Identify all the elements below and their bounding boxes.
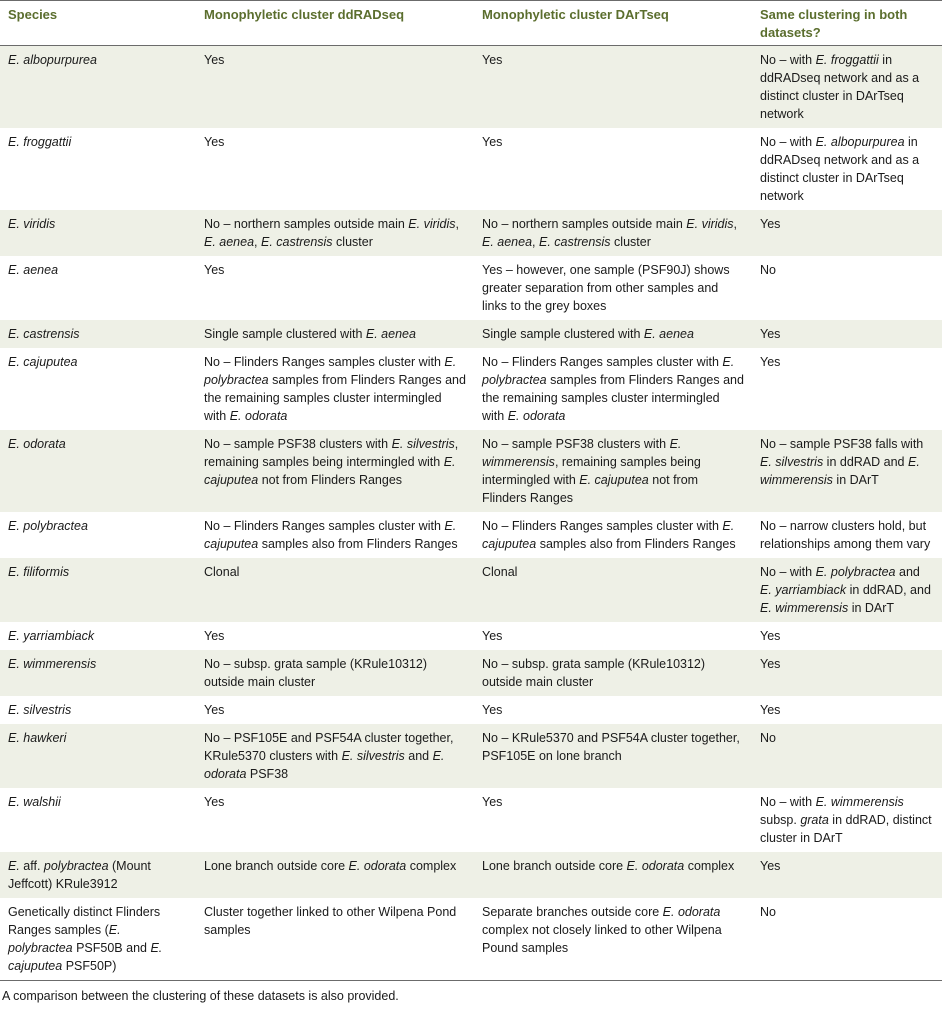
ddradseq-cell [196, 898, 474, 981]
species-cell [0, 650, 196, 696]
cell-text: in ddRAD, distinct cluster in DArT [760, 813, 932, 845]
cell-text: No – narrow clusters hold, but relationships among them vary [760, 519, 931, 551]
italic-text: E. odorata [204, 749, 445, 781]
table-row [0, 256, 942, 320]
italic-text: E. wimmerensis [760, 455, 920, 487]
header-ddradseq: Monophyletic cluster ddRADseq [204, 7, 405, 22]
dartseq-cell [474, 622, 752, 650]
cell-text: Yes [482, 629, 503, 643]
ddradseq-cell [196, 650, 474, 696]
cell-text: Yes [204, 53, 225, 67]
italic-text: E. odorata [507, 409, 566, 423]
cell-text: in ddRADseq network and as a distinct cluster in DArTseq network [760, 53, 920, 121]
italic-text: E. polybractea [8, 519, 88, 533]
cell-text: Lone branch outside core [204, 859, 349, 873]
cell-text: Yes [204, 795, 225, 809]
cell-text: No – PSF105E and PSF54A cluster together, KRule5370 clusters with [204, 731, 454, 763]
cell-text: aff. [19, 859, 44, 873]
italic-text: E. odorata [662, 905, 721, 919]
dartseq-cell [474, 256, 752, 320]
ddradseq-cell [196, 852, 474, 898]
species-cell [0, 512, 196, 558]
italic-text: E. wimmerensis [815, 795, 904, 809]
cell-text: , [254, 235, 261, 249]
cell-text: No – with [760, 53, 816, 67]
cell-text: in DArT [848, 601, 895, 615]
cell-text: No [760, 905, 776, 919]
table-row [0, 650, 942, 696]
cell-text: complex not closely linked to other Wilpena Pound samples [482, 923, 722, 955]
table-row [0, 558, 942, 622]
italic-text: E. walshii [8, 795, 61, 809]
ddradseq-cell [196, 210, 474, 256]
ddradseq-cell [196, 128, 474, 210]
dartseq-cell [474, 852, 752, 898]
cell-text: in ddRADseq network and as a distinct cluster in DArTseq network [760, 135, 920, 203]
cell-text: samples also from Flinders Ranges [536, 537, 736, 551]
cell-text: Genetically distinct Flinders Ranges samples ( [8, 905, 161, 937]
cell-text: Yes [760, 859, 781, 873]
italic-text: grata [800, 813, 829, 827]
ddradseq-cell [196, 696, 474, 724]
dartseq-cell [474, 348, 752, 430]
cell-text: not from Flinders Ranges [258, 473, 403, 487]
cell-text: No – sample PSF38 clusters with [482, 437, 670, 451]
cell-text: No – with [760, 795, 816, 809]
italic-text: E. cajuputea [204, 455, 456, 487]
cell-text: , remaining samples being intermingled with [204, 437, 459, 469]
table-row [0, 430, 942, 512]
cell-text: samples from Flinders Ranges and the remaining samples cluster intermingled with [482, 373, 744, 423]
cell-text: Single sample clustered with [482, 327, 644, 341]
cell-text: Yes [204, 263, 225, 277]
dartseq-cell [474, 320, 752, 348]
table-caption: A comparison between the clustering of these datasets is also provided. [2, 989, 399, 1003]
species-cell [0, 852, 196, 898]
italic-text: E. [8, 859, 20, 873]
cell-text: , remaining samples being intermingled with [482, 455, 701, 487]
italic-text: E. silvestris [8, 703, 72, 717]
table-row [0, 898, 942, 981]
cell-text: and [895, 565, 920, 579]
italic-text: E. castrensis [261, 235, 333, 249]
dartseq-cell [474, 898, 752, 981]
table-row [0, 512, 942, 558]
dartseq-cell [474, 788, 752, 852]
header-species: Species [8, 7, 58, 22]
italic-text: E. polybractea [815, 565, 896, 579]
italic-text: E. aenea [8, 263, 59, 277]
cell-text: subsp. [760, 813, 801, 827]
cell-text: No – subsp. grata sample (KRule10312) outside main cluster [204, 657, 428, 689]
ddradseq-cell [196, 724, 474, 788]
cell-text: Yes [204, 629, 225, 643]
table-row [0, 210, 942, 256]
dartseq-cell [474, 724, 752, 788]
ddradseq-cell [196, 512, 474, 558]
same-clustering-cell [752, 256, 942, 320]
italic-text: E. castrensis [8, 327, 80, 341]
header-dartseq: Monophyletic cluster DArTseq [482, 7, 669, 22]
ddradseq-cell [196, 558, 474, 622]
cell-text: Yes [760, 355, 781, 369]
italic-text: E. albopurpurea [8, 53, 97, 67]
same-clustering-cell [752, 724, 942, 788]
species-cell [0, 256, 196, 320]
dartseq-cell [474, 696, 752, 724]
table-row [0, 724, 942, 788]
species-cell [0, 724, 196, 788]
dartseq-cell [474, 512, 752, 558]
ddradseq-cell [196, 430, 474, 512]
header-same-clustering: Same clustering in both datasets? [760, 7, 908, 40]
same-clustering-cell [752, 128, 942, 210]
cell-text: No – Flinders Ranges samples cluster with [482, 355, 723, 369]
same-clustering-cell [752, 558, 942, 622]
dartseq-cell [474, 128, 752, 210]
italic-text: E. cajuputea [8, 941, 163, 973]
cell-text: Clonal [204, 565, 240, 579]
dartseq-cell [474, 430, 752, 512]
same-clustering-cell [752, 852, 942, 898]
cell-text: Yes [482, 135, 503, 149]
italic-text: E. viridis [408, 217, 456, 231]
italic-text: E. polybractea [8, 923, 121, 955]
species-cell [0, 898, 196, 981]
header-row [0, 1, 942, 46]
table-row [0, 622, 942, 650]
table-row [0, 128, 942, 210]
cell-text: No [760, 263, 776, 277]
cell-text: No – northern samples outside main [482, 217, 687, 231]
italic-text: E. odorata [626, 859, 685, 873]
same-clustering-cell [752, 210, 942, 256]
italic-text: polybractea [43, 859, 109, 873]
italic-text: E. filiformis [8, 565, 70, 579]
cell-text: PSF50B and [72, 941, 151, 955]
cell-text: (Mount Jeffcott) KRule3912 [8, 859, 151, 891]
cell-text: , [455, 217, 459, 231]
cell-text: , [532, 235, 539, 249]
cell-text: Yes [760, 703, 781, 717]
italic-text: E. cajuputea [204, 519, 457, 551]
cell-text: and [404, 749, 433, 763]
same-clustering-cell [752, 430, 942, 512]
same-clustering-cell [752, 320, 942, 348]
cell-text: Clonal [482, 565, 518, 579]
italic-text: E. aenea [482, 235, 533, 249]
ddradseq-cell [196, 788, 474, 852]
same-clustering-cell [752, 696, 942, 724]
cell-text: No – sample PSF38 clusters with [204, 437, 392, 451]
italic-text: E. odorata [8, 437, 66, 451]
cell-text: No – subsp. grata sample (KRule10312) outside main cluster [482, 657, 706, 689]
cell-text: PSF50P) [62, 959, 117, 973]
species-cell [0, 210, 196, 256]
cell-text: in ddRAD and [823, 455, 908, 469]
italic-text: E. castrensis [539, 235, 611, 249]
italic-text: E. silvestris [391, 437, 455, 451]
ddradseq-cell [196, 622, 474, 650]
same-clustering-cell [752, 46, 942, 129]
cell-text: No – sample PSF38 falls with [760, 437, 924, 451]
table-row [0, 788, 942, 852]
cell-text: No – Flinders Ranges samples cluster with [482, 519, 723, 533]
cell-text: Yes [482, 795, 503, 809]
cell-text: Yes [204, 135, 225, 149]
italic-text: E. albopurpurea [815, 135, 905, 149]
cell-text: No – northern samples outside main [204, 217, 409, 231]
cell-text: Yes – however, one sample (PSF90J) shows greater separation from other samples and links to the grey boxes [482, 263, 730, 313]
table-row [0, 320, 942, 348]
table-header [0, 1, 942, 46]
italic-text: E. cajuputea [8, 355, 78, 369]
ddradseq-cell [196, 256, 474, 320]
italic-text: E. hawkeri [8, 731, 67, 745]
cell-text: No – with [760, 135, 816, 149]
italic-text: E. silvestris [341, 749, 405, 763]
species-cell [0, 320, 196, 348]
cell-text: No – Flinders Ranges samples cluster with [204, 355, 445, 369]
table-body [0, 46, 942, 981]
dartseq-cell [474, 210, 752, 256]
italic-text: E. cajuputea [579, 473, 649, 487]
table-row [0, 46, 942, 129]
cell-text: No – KRule5370 and PSF54A cluster together, PSF105E on lone branch [482, 731, 740, 763]
same-clustering-cell [752, 512, 942, 558]
cell-text: , [733, 217, 737, 231]
italic-text: E. froggattii [815, 53, 879, 67]
cell-text: Lone branch outside core [482, 859, 627, 873]
italic-text: E. odorata [348, 859, 407, 873]
species-cell [0, 558, 196, 622]
cell-text: Single sample clustered with [204, 327, 366, 341]
same-clustering-cell [752, 650, 942, 696]
species-cell [0, 46, 196, 129]
same-clustering-cell [752, 622, 942, 650]
species-cell [0, 128, 196, 210]
italic-text: E. yarriambiack [8, 629, 95, 643]
cell-text: Yes [204, 703, 225, 717]
species-cell [0, 788, 196, 852]
cell-text: not from Flinders Ranges [482, 473, 699, 505]
dartseq-cell [474, 650, 752, 696]
italic-text: E. aenea [365, 327, 416, 341]
species-cell [0, 622, 196, 650]
italic-text: E. aenea [204, 235, 255, 249]
cell-text: Yes [482, 53, 503, 67]
same-clustering-cell [752, 898, 942, 981]
table-row [0, 348, 942, 430]
cell-text: Yes [760, 217, 781, 231]
italic-text: E. cajuputea [482, 519, 735, 551]
same-clustering-cell [752, 348, 942, 430]
italic-text: E. aenea [643, 327, 694, 341]
table-row [0, 696, 942, 724]
cell-text: samples also from Flinders Ranges [258, 537, 458, 551]
dartseq-cell [474, 46, 752, 129]
cell-text: Separate branches outside core [482, 905, 663, 919]
italic-text: E. yarriambiack [760, 583, 847, 597]
species-cell [0, 348, 196, 430]
italic-text: E. odorata [229, 409, 288, 423]
same-clustering-cell [752, 788, 942, 852]
ddradseq-cell [196, 348, 474, 430]
cell-text: cluster [610, 235, 651, 249]
cell-text: No [760, 731, 776, 745]
cell-text: in ddRAD, and [846, 583, 931, 597]
italic-text: E. silvestris [760, 455, 824, 469]
cell-text: No – with [760, 565, 816, 579]
cell-text: in DArT [832, 473, 879, 487]
cell-text: No – Flinders Ranges samples cluster with [204, 519, 445, 533]
species-cell [0, 430, 196, 512]
italic-text: E. viridis [686, 217, 734, 231]
ddradseq-cell [196, 46, 474, 129]
cell-text: Yes [760, 327, 781, 341]
italic-text: E. polybractea [482, 355, 735, 387]
ddradseq-cell [196, 320, 474, 348]
cell-text: cluster [332, 235, 373, 249]
italic-text: E. viridis [8, 217, 56, 231]
table-row [0, 852, 942, 898]
cell-text: complex [406, 859, 457, 873]
italic-text: E. wimmerensis [482, 437, 682, 469]
italic-text: E. wimmerensis [760, 601, 849, 615]
species-cell [0, 696, 196, 724]
cell-text: Yes [760, 657, 781, 671]
italic-text: E. froggattii [8, 135, 72, 149]
cell-text: Yes [482, 703, 503, 717]
italic-text: E. polybractea [204, 355, 457, 387]
italic-text: E. wimmerensis [8, 657, 97, 671]
dartseq-cell [474, 558, 752, 622]
cell-text: PSF38 [246, 767, 289, 781]
cell-text: samples from Flinders Ranges and the remaining samples cluster intermingled with [204, 373, 466, 423]
cell-text: Cluster together linked to other Wilpena Pond samples [204, 905, 457, 937]
cell-text: complex [684, 859, 735, 873]
cell-text: Yes [760, 629, 781, 643]
